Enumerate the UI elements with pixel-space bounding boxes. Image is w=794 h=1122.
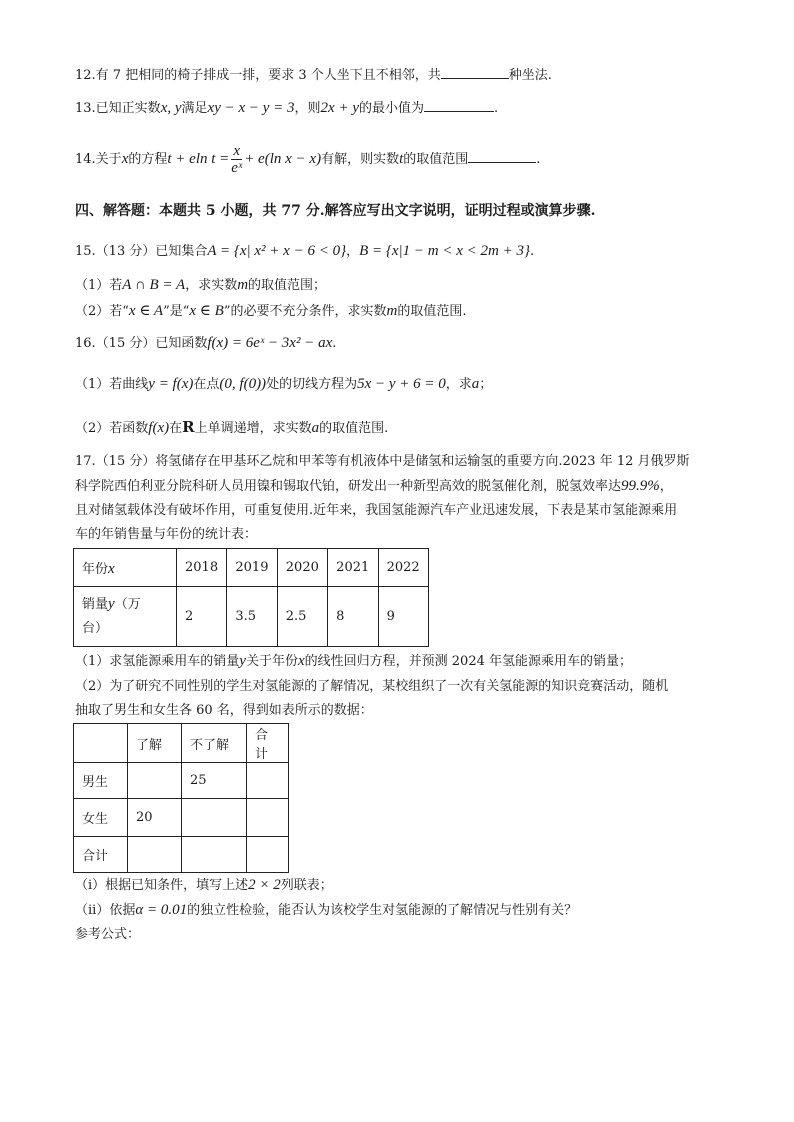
q17-text: 的线性回归方程，并预测 2024 年氢能源乘用车的销量；	[304, 654, 632, 669]
math-var: x	[108, 560, 115, 577]
reference-formula-label: 参考公式：	[75, 927, 141, 942]
math-lhs: t + eln t =	[167, 151, 230, 167]
q13-text: 13.已知正实数	[75, 101, 161, 116]
q16-text: 在	[169, 421, 183, 436]
table-cell	[182, 799, 247, 837]
q16-text: ，求	[445, 377, 472, 392]
fraction-numerator: x	[231, 143, 242, 160]
table-header: 不了解	[182, 724, 247, 763]
table-cell: 25	[182, 763, 247, 799]
question-16-part-1	[75, 375, 492, 394]
question-12	[75, 64, 552, 85]
answer-blank	[441, 64, 509, 79]
table-cell	[128, 837, 182, 873]
q16-text: 处的切线方程为	[266, 377, 358, 392]
table-cell	[128, 763, 182, 799]
math-var: m	[237, 277, 249, 293]
q16-text: （2）若函数	[75, 421, 149, 436]
math-expression: y = f(x)	[148, 376, 194, 392]
table-row	[74, 587, 429, 647]
q17-text: 的独立性检验，能否认为该校学生对氢能源的了解情况与性别有关？	[187, 903, 578, 918]
table-cell: 2021	[328, 549, 378, 587]
contingency-table	[73, 723, 289, 873]
table-cell: 9	[378, 587, 428, 647]
math-var: y	[239, 653, 246, 669]
table-cell	[247, 799, 289, 837]
math-expression: α = 0.01	[135, 902, 188, 918]
math-symbol: R	[182, 418, 195, 436]
table-header: 了解	[128, 724, 182, 763]
table-cell: 20	[128, 799, 182, 837]
q12-text-end: 种坐法.	[508, 68, 552, 83]
q14-text: 的方程	[128, 152, 168, 167]
q17-text: （i）根据已知条件，填写上述	[75, 878, 249, 893]
question-14	[75, 141, 540, 178]
math-var: x	[121, 151, 129, 167]
math-var: a	[311, 420, 320, 436]
q15-text: ”的必要不充分条件，求实数	[223, 304, 387, 319]
question-17-part-2-line-2: 抽取了男生和女生各 60 名，得到如表所示的数据：	[75, 703, 373, 718]
math-var: a	[471, 376, 480, 392]
table-row-label: 男生	[74, 763, 128, 799]
set-b: B = {x|1 − m < x < 2m + 3}	[359, 243, 530, 259]
table-cell: 2018	[177, 549, 227, 587]
q15-text: 15.（13 分）已知集合	[75, 244, 208, 259]
q16-text-end: .	[332, 336, 337, 351]
q15-text: （2）若“	[75, 304, 129, 319]
q17-text: 科学院西伯利亚分院科研人员用镍和锡取代铂，研发出一种新型高效的脱氢催化剂，脱氢效率达	[75, 479, 622, 494]
math-expression: 2x + y	[320, 100, 359, 116]
q16-text: ；	[479, 377, 493, 392]
math-function: f(x) = 6eˣ − 3x² − ax	[207, 335, 333, 351]
q14-text: 14.关于	[75, 152, 122, 167]
table-header-year	[74, 549, 177, 587]
table-cell: 3.5	[227, 587, 277, 647]
question-17-sub-1	[75, 876, 333, 895]
question-13	[75, 97, 498, 118]
q16-text: 上单调递增，求实数	[194, 421, 312, 436]
q17-text: （ii）依据	[75, 903, 136, 918]
q17-text: （1）求氢能源乘用车的销量	[75, 654, 240, 669]
table-cell: 2	[177, 587, 227, 647]
cell-label: 台）	[82, 621, 109, 636]
answer-blank	[424, 97, 494, 112]
table-row	[74, 763, 289, 799]
q13-text: 满足	[181, 101, 208, 116]
table-cell: 2.5	[277, 587, 327, 647]
cell-label: 销量	[82, 597, 109, 612]
separator: ，	[346, 244, 360, 259]
q15-text: （1）若	[75, 278, 123, 293]
q16-text: （1）若曲线	[75, 377, 149, 392]
cell-label: （万	[114, 597, 141, 612]
table-cell	[247, 837, 289, 873]
q14-text: 有解，则实数	[321, 152, 400, 167]
question-15-part-1	[75, 276, 326, 295]
math-expression: x ∈ A	[128, 303, 164, 319]
q14-text-end: .	[536, 152, 541, 167]
table-cell: 2019	[227, 549, 277, 587]
math-expression: f(x)	[148, 420, 170, 436]
table-cell	[74, 724, 128, 763]
q17-text: 列联表；	[280, 878, 333, 893]
q16-text: 16.（15 分）已知函数	[75, 336, 208, 351]
q15-text: ”是“	[163, 304, 190, 319]
table-header: 合计	[247, 724, 289, 763]
math-expression: 5x − y + 6 = 0	[357, 376, 446, 392]
q17-text: 关于年份	[245, 654, 298, 669]
table-cell	[247, 763, 289, 799]
math-expression: A ∩ B = A	[122, 277, 186, 293]
math-rhs: + e(ln x − x)	[244, 151, 322, 167]
fraction	[231, 143, 242, 176]
math-expression: 2 × 2	[248, 877, 281, 893]
question-17-part-1	[75, 652, 632, 671]
math-var: y	[108, 596, 115, 612]
math-var: x	[297, 653, 305, 669]
table-row	[74, 549, 429, 587]
q15-text-end: .	[529, 244, 535, 259]
question-16-part-2	[75, 418, 388, 438]
table-header-sales	[74, 587, 177, 647]
q16-text: 的取值范围.	[319, 421, 389, 436]
table-row	[74, 799, 289, 837]
math-var: t	[399, 151, 404, 167]
q13-text-end: .	[494, 101, 499, 116]
question-17-sub-2	[75, 901, 577, 920]
q13-text: ，则	[294, 101, 321, 116]
math-condition: xy − x − y = 3	[207, 100, 295, 116]
table-row	[74, 837, 289, 873]
table-cell: 2022	[378, 549, 428, 587]
question-17-line-4: 车的年销售量与年份的统计表：	[75, 527, 258, 542]
question-17-line-1: 17.（15 分）将氢储存在甲基环乙烷和甲苯等有机液体中是储氢和运输氢的重要方向.2023 年 12 月俄罗斯	[75, 454, 690, 469]
question-17-line-3: 且对储氢载体没有破坏作用，可重复使用.近年来，我国氢能源汽车产业迅速发展，下表是某市氢能源乘用	[75, 503, 678, 518]
fraction-denominator: eˣ	[231, 160, 243, 176]
q15-text: 的取值范围；	[248, 278, 327, 293]
q17-text: ，	[659, 479, 673, 494]
table-cell: 2020	[277, 549, 327, 587]
q16-text: 在点	[193, 377, 220, 392]
section-title: 四、解答题：本题共 5 小题，共 77 分.解答应写出文字说明，证明过程或演算步骤.	[75, 203, 596, 219]
question-15-stem	[75, 242, 534, 261]
cell-label: 年份	[82, 561, 109, 577]
table-row-label: 合计	[74, 837, 128, 873]
math-expression: (0, f(0))	[219, 376, 267, 392]
question-16-stem	[75, 334, 336, 353]
math-var: m	[386, 303, 398, 319]
math-vars: x, y	[160, 100, 182, 116]
table-cell: 8	[328, 587, 378, 647]
answer-blank	[468, 148, 536, 163]
table-row-label: 女生	[74, 799, 128, 837]
q13-text: 的最小值为	[358, 101, 424, 116]
sales-table	[73, 548, 429, 647]
set-a: A = {x| x² + x − 6 < 0}	[207, 243, 347, 259]
table-row	[74, 724, 289, 763]
q14-text: 的取值范围	[403, 152, 469, 167]
question-17-line-2	[75, 477, 673, 496]
math-expression: x ∈ B	[189, 303, 224, 319]
math-value: 99.9%	[621, 478, 660, 494]
question-15-part-2	[75, 302, 466, 321]
q15-text: ，求实数	[185, 278, 238, 293]
q12-text: 12.有 7 把相同的椅子排成一排，要求 3 个人坐下且不相邻，共	[75, 68, 441, 83]
q15-text: 的取值范围.	[397, 304, 467, 319]
table-cell	[182, 837, 247, 873]
question-17-part-2-line-1: （2）为了研究不同性别的学生对氢能源的了解情况，某校组织了一次有关氢能源的知识竞赛活动，随机	[75, 679, 669, 694]
